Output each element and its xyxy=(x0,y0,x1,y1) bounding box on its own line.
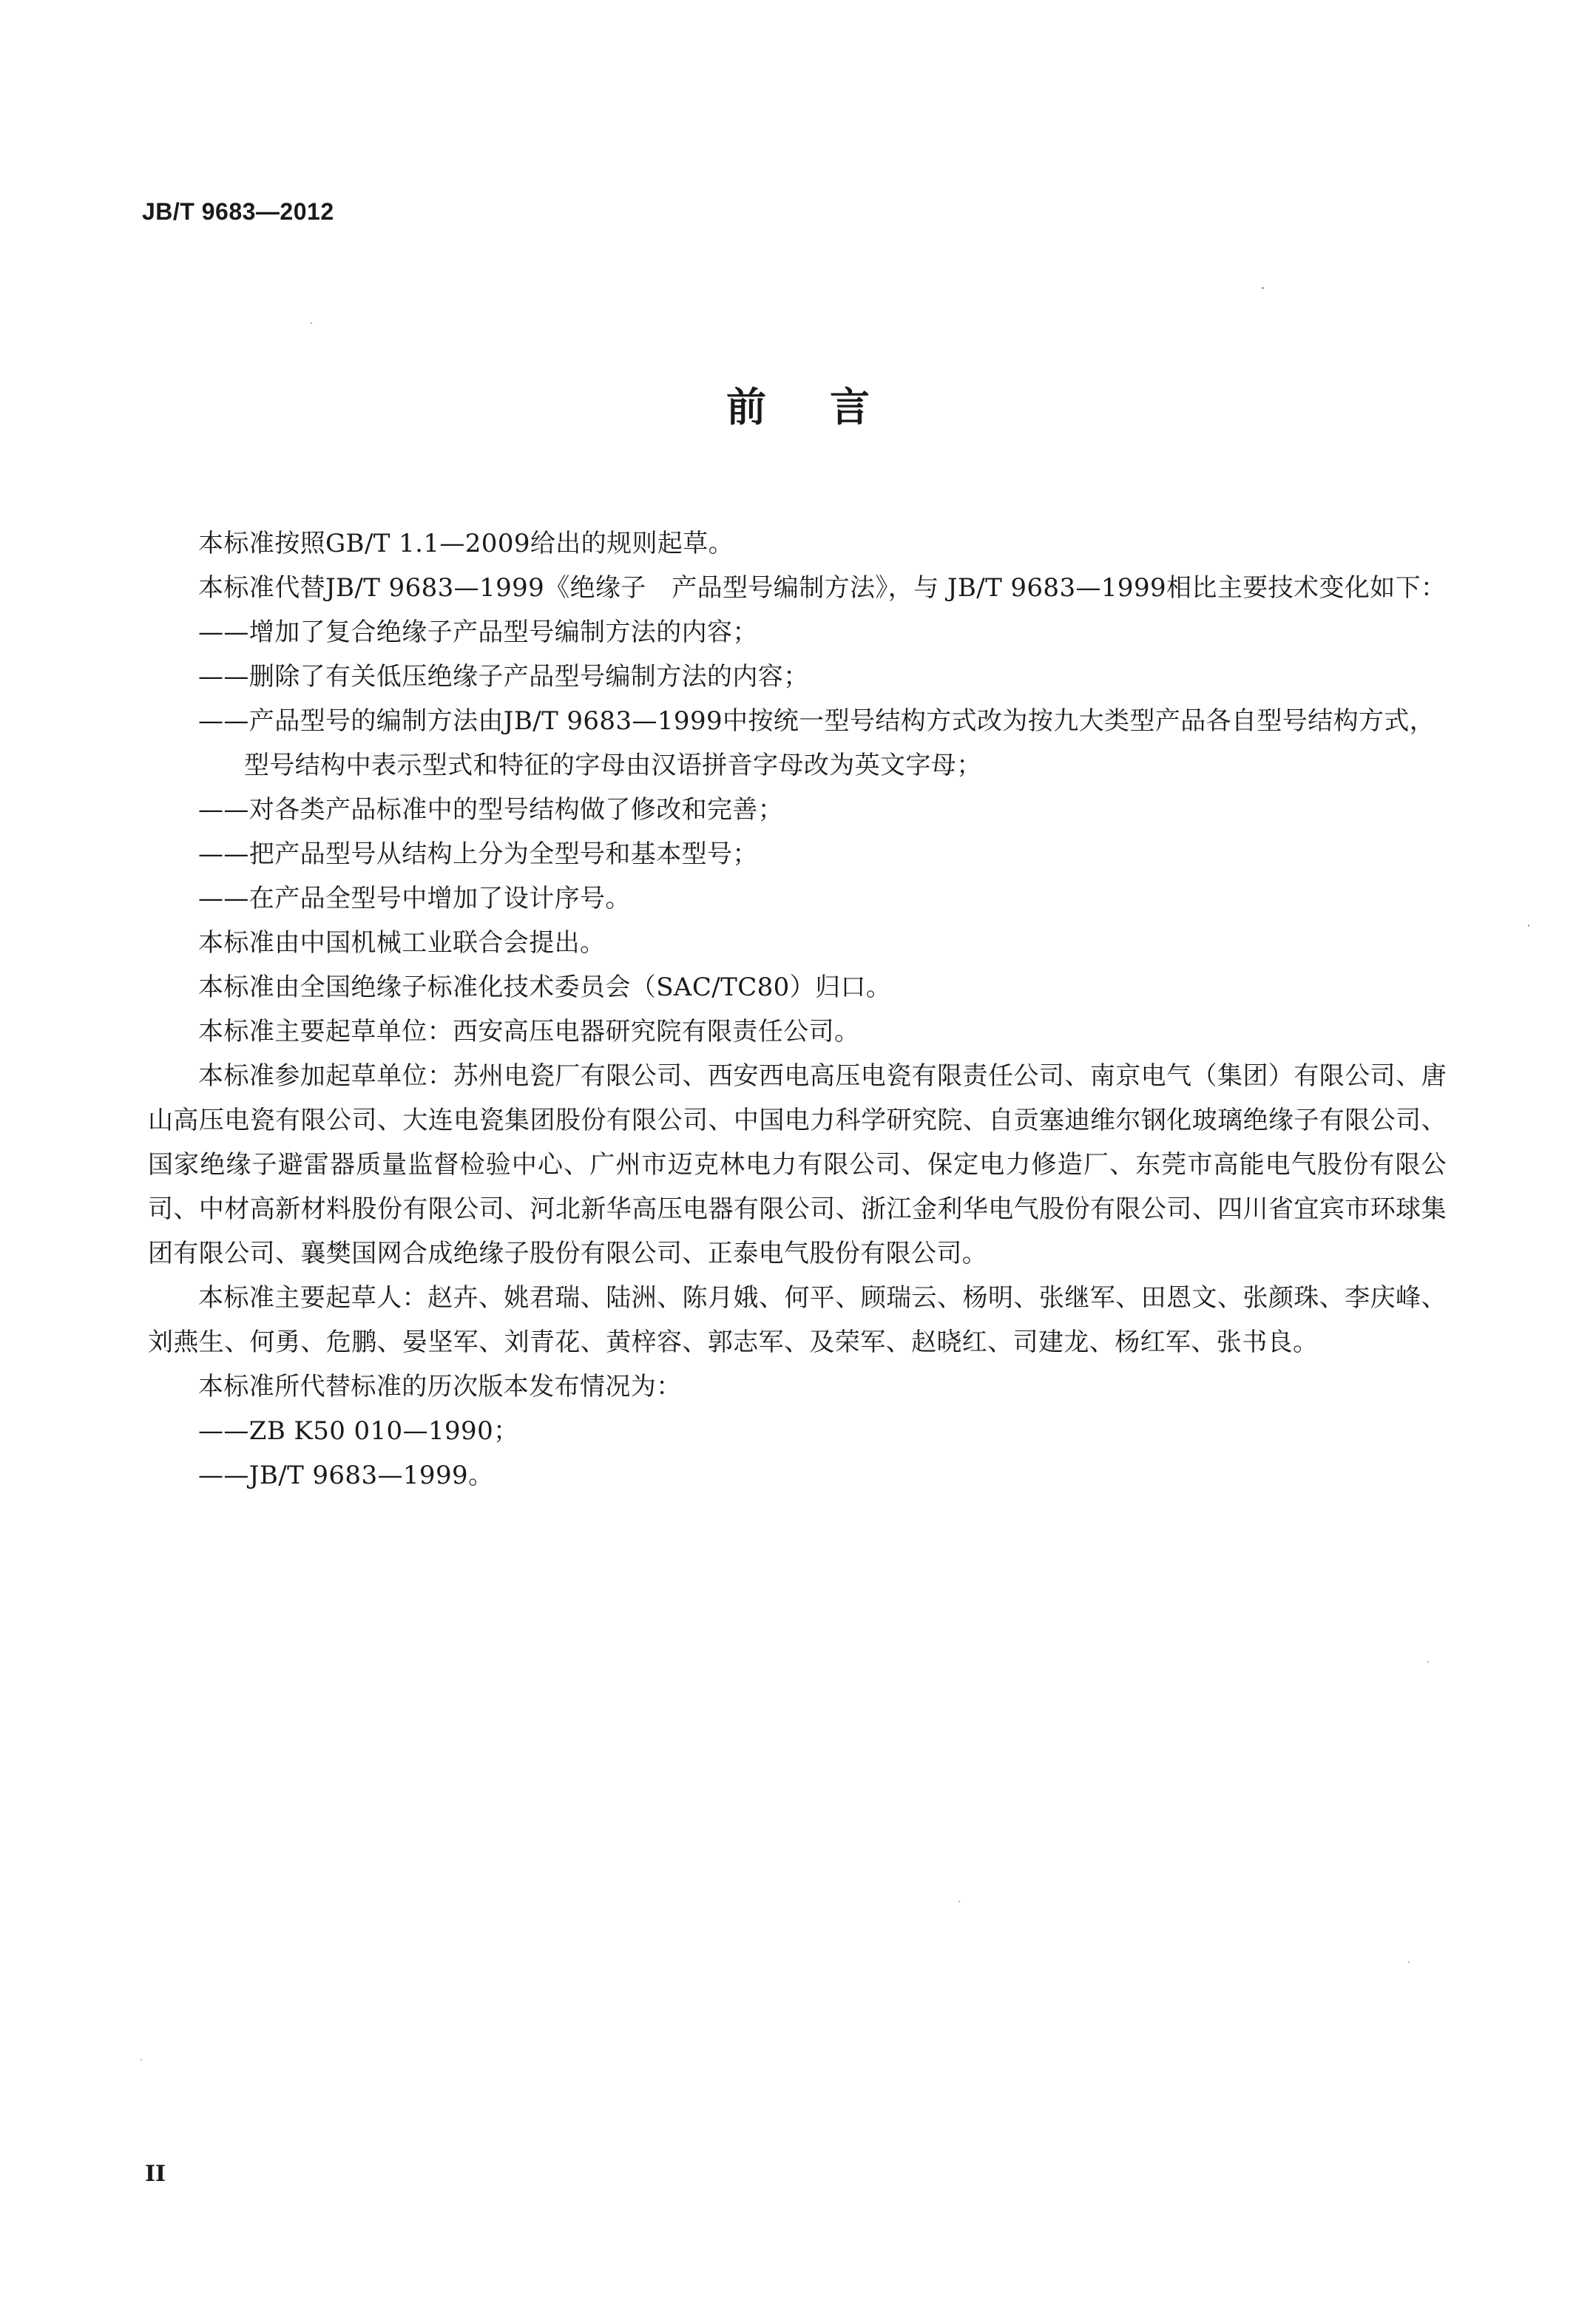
scan-speck xyxy=(1262,287,1264,289)
scan-speck xyxy=(1427,1661,1429,1663)
paragraph-drafting-rules: 本标准按照GB/T 1.1—2009给出的规则起草。 xyxy=(198,529,734,558)
history-item: ——ZB K50 010—1990； xyxy=(198,1416,519,1446)
change-item: ——对各类产品标准中的型号结构做了修改和完善； xyxy=(198,795,784,825)
paragraph-main-drafter-unit: 本标准主要起草单位：西安高压电器研究院有限责任公司。 xyxy=(198,1017,860,1046)
paragraph-drafters: 本标准主要起草人：赵卉、姚君瑞、陆洲、陈月娥、何平、顾瑞云、杨明、张继军、田恩文、张颜珠、李庆峰、刘燕生、何勇、危鹏、晏坚军、刘青花、黄梓容、郭志军、及荣军、赵晓红、司建龙、杨红军、张书良。 xyxy=(148,1283,1447,1357)
paragraph-replacement: 本标准代替JB/T 9683—1999《绝缘子 产品型号编制方法》，与 JB/T 9683—1999相比主要技术变化如下： xyxy=(198,573,1447,603)
paragraph-proposer: 本标准由中国机械工业联合会提出。 xyxy=(198,928,606,958)
paragraph-participating-units: 本标准参加起草单位：苏州电瓷厂有限公司、西安西电高压电瓷有限责任公司、南京电气（集团）有限公司、唐山高压电瓷有限公司、大连电瓷集团股份有限公司、中国电力科学研究院、自贡塞迪维尔钢化玻璃绝缘子有限公司、国家绝缘子避雷器质量监督检验中心、广州市迈克林电力有限公司、保定电力修造厂、东莞市高能电气股份有限公司、中材高新材料股份有限公司、河北新华高压电器有限公司、浙江金利华电气股份有限公司、四川省宜宾市环球集团有限公司、襄樊国网合成绝缘子股份有限公司、正泰电气股份有限公司。 xyxy=(148,1061,1447,1268)
history-item: ——JB/T 9683—1999。 xyxy=(198,1461,494,1490)
page-title: 前言 xyxy=(726,384,933,430)
scan-speck xyxy=(958,1901,960,1902)
paragraph-committee: 本标准由全国绝缘子标准化技术委员会（SAC/TC80）归口。 xyxy=(198,973,892,1002)
change-item: ——增加了复合绝缘子产品型号编制方法的内容； xyxy=(198,618,758,647)
page-number: II xyxy=(145,2161,166,2187)
scan-speck xyxy=(1528,924,1529,927)
standard-code: JB/T 9683—2012 xyxy=(142,198,334,225)
scan-speck xyxy=(1408,1961,1410,1963)
paragraph-history-intro: 本标准所代替标准的历次版本发布情况为： xyxy=(198,1372,682,1401)
change-item: ——在产品全型号中增加了设计序号。 xyxy=(198,884,631,913)
scan-speck xyxy=(141,2059,142,2060)
change-item: ——把产品型号从结构上分为全型号和基本型号； xyxy=(198,839,758,869)
scan-speck xyxy=(311,322,312,324)
foreword-body xyxy=(148,521,1447,1498)
change-item: ——产品型号的编制方法由JB/T 9683—1999中按统一型号结构方式改为按九大类型产品各自型号结构方式，型号结构中表示型式和特征的字母由汉语拼音字母改为英文字母； xyxy=(198,706,1436,780)
change-item: ——删除了有关低压绝缘子产品型号编制方法的内容； xyxy=(198,662,809,691)
